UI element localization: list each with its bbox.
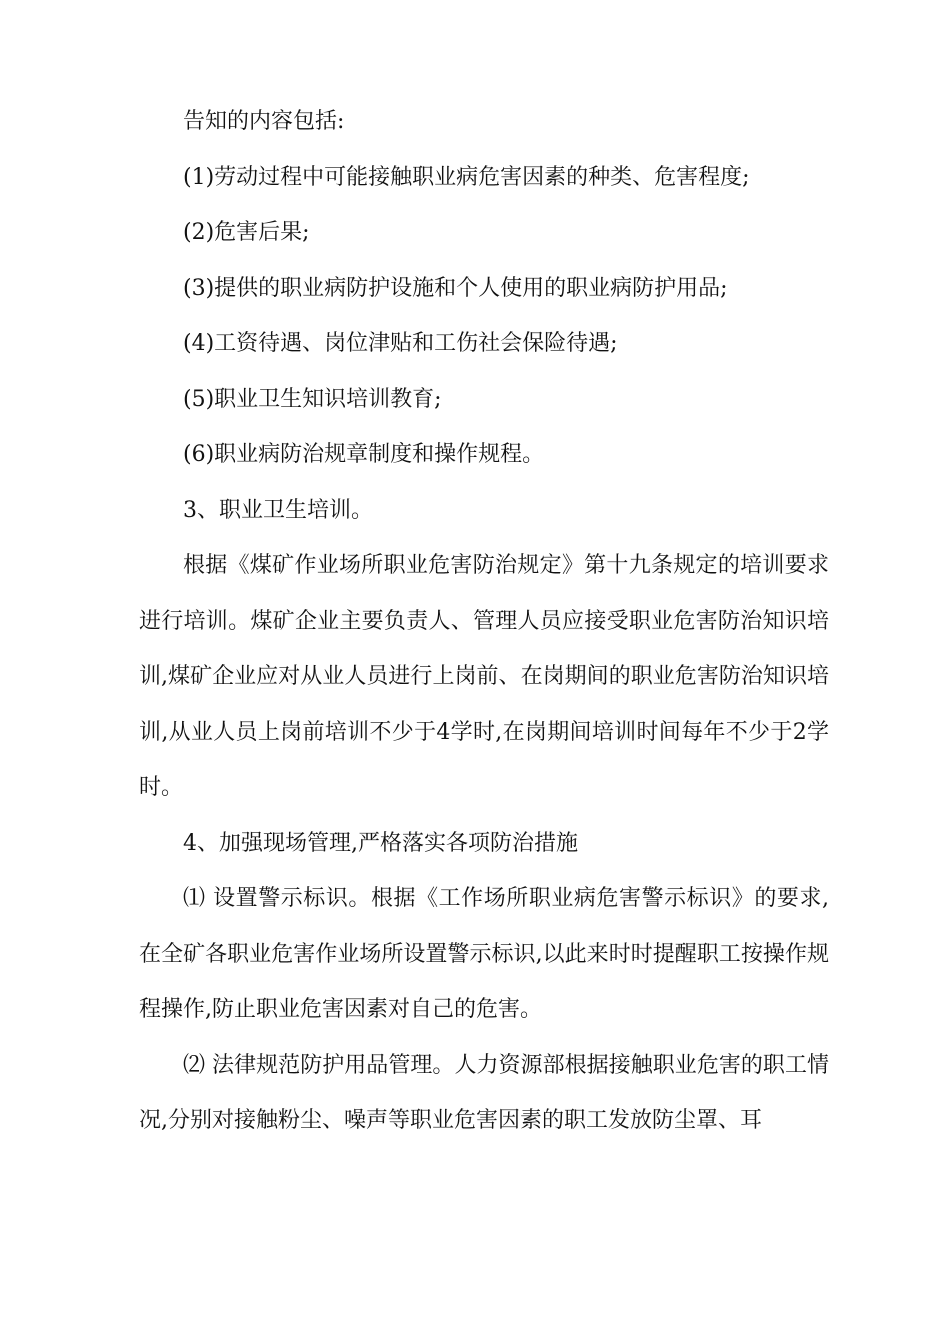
list-item-6: (6)职业病防治规章制度和操作规程。 [183, 442, 545, 467]
document-body [139, 94, 829, 1149]
list-item-2: (2)危害后果; [183, 220, 310, 245]
list-item-4: (4)工资待遇、岗位津贴和工伤社会保险待遇; [183, 331, 618, 356]
section-heading-3: 3、职业卫生培训。 [183, 497, 373, 523]
list-item-3: (3)提供的职业病防护设施和个人使用的职业病防护用品; [183, 275, 728, 301]
paragraph-notice-contents: 告知的内容包括: [183, 109, 345, 134]
list-item-5: (5)职业卫生知识培训教育; [183, 386, 442, 412]
paragraph-protective-equipment: ⑵ 法律规范防护用品管理。人力资源部根据接触职业危害的职工情况,分别对接触粉尘、噪声等职业危害因素的职工发放防尘罩、耳 [139, 1052, 829, 1133]
list-item-1: (1)劳动过程中可能接触职业病危害因素的种类、危害程度; [183, 164, 750, 190]
paragraph-training: 根据《煤矿作业场所职业危害防治规定》第十九条规定的培训要求进行培训。煤矿企业主要负责人、管理人员应接受职业危害防治知识培训,煤矿企业应对从业人员进行上岗前、在岗期间的职业危害防治知识培训,从业人员上岗前培训不少于4学时,在岗期间培训时间每年不少于2学时。 [139, 553, 829, 800]
section-heading-4: 4、加强现场管理,严格落实各项防治措施 [183, 830, 578, 856]
paragraph-warning-signs: ⑴ 设置警示标识。根据《工作场所职业病危害警示标识》的要求,在全矿各职业危害作业场所设置警示标识,以此来时时提醒职工按操作规程操作,防止职业危害因素对自己的危害。 [139, 886, 829, 1022]
